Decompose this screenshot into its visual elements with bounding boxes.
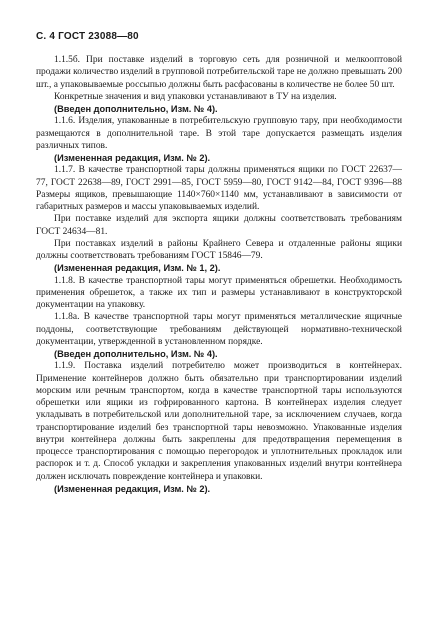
amendment-note: (Введен дополнительно, Изм. № 4).: [54, 104, 218, 114]
paragraph: При поставках изделий в районы Крайнего Севера и отдаленные районы ящики должны соответствовать требованиям ГОСТ 15846—79.: [36, 238, 402, 261]
paragraph: При поставке изделий для экспорта ящики должны соответствовать требованиям ГОСТ 24634—81.: [36, 214, 402, 237]
paragraph: 1.1.9. Поставка изделий потребителю может производиться в контейнерах. Применение контейнеров должно быть обязательно при транспортировании изделий морским или речным транспортом, когда в качестве транспортной тары используются обрешетки или ящики из гофрированного картона. В контейнерах изделия следует укладывать в потребительской или дополнительной таре, за исключением случаев, когда транспортирование изделий без транспортной тары невозможно. Упакованные изделия внутри контейнера должны быть закреплены для предотвращения перемещения в процессе транспортирования с помощью перегородок и уплотнительных прокладок или распорок и т. д. Способ укладки и закрепления упакованных изделий внутри контейнера должен исключать повреждение контейнера и упаковки.: [36, 361, 402, 482]
amendment-note: (Измененная редакция, Изм. № 2).: [54, 483, 211, 494]
amendment-note: (Измененная редакция, Изм. № 1, 2).: [54, 263, 221, 274]
paragraph: 1.1.8. В качестве транспортной тары могут применяться обрешетки. Необходимость применения обрешеток, а также их тип и размеры устанавливают в конструкторской документации на упаковку.: [36, 275, 402, 310]
document-body: [36, 54, 402, 495]
paragraph: 1.1.6. Изделия, упакованные в потребительскую групповую тару, при необходимости размещаются в дополнительной таре. В этой таре допускается размещать изделия различных типов.: [36, 116, 402, 151]
paragraph: Конкретные значения и вид упаковки устанавливают в ТУ на изделия.: [54, 91, 337, 102]
paragraph: 1.1.8а. В качестве транспортной тары могут применяться металлические ящичные поддоны, соответствующие требованиям действующей нормативно-технической документации, утвержденной в установленном порядке.: [36, 312, 402, 347]
page-header: С. 4 ГОСТ 23088—80: [36, 31, 139, 42]
paragraph: 1.1.7. В качестве транспортной тары должны применяться ящики по ГОСТ 22637—77, ГОСТ 22638—89, ГОСТ 2991—85, ГОСТ 5959—80, ГОСТ 9142—84, ГОСТ 9396—88 Размеры ящиков, превышающие 1140×760×1140 мм, устанавливают в зависимости от габаритных размеров и массы упаковываемых изделий.: [36, 165, 402, 212]
paragraph: 1.1.5б. При поставке изделий в торговую сеть для розничной и мелкооптовой продажи количество изделий в групповой потребительской таре не должно превышать 200 шт., а упаковываемые россыпью должны быть расфасованы в количестве не более 50 шт.: [36, 55, 403, 90]
amendment-note: (Введен дополнительно, Изм. № 4).: [54, 349, 218, 359]
document-page: [36, 30, 402, 630]
amendment-note: (Измененная редакция, Изм. № 2).: [54, 153, 211, 163]
